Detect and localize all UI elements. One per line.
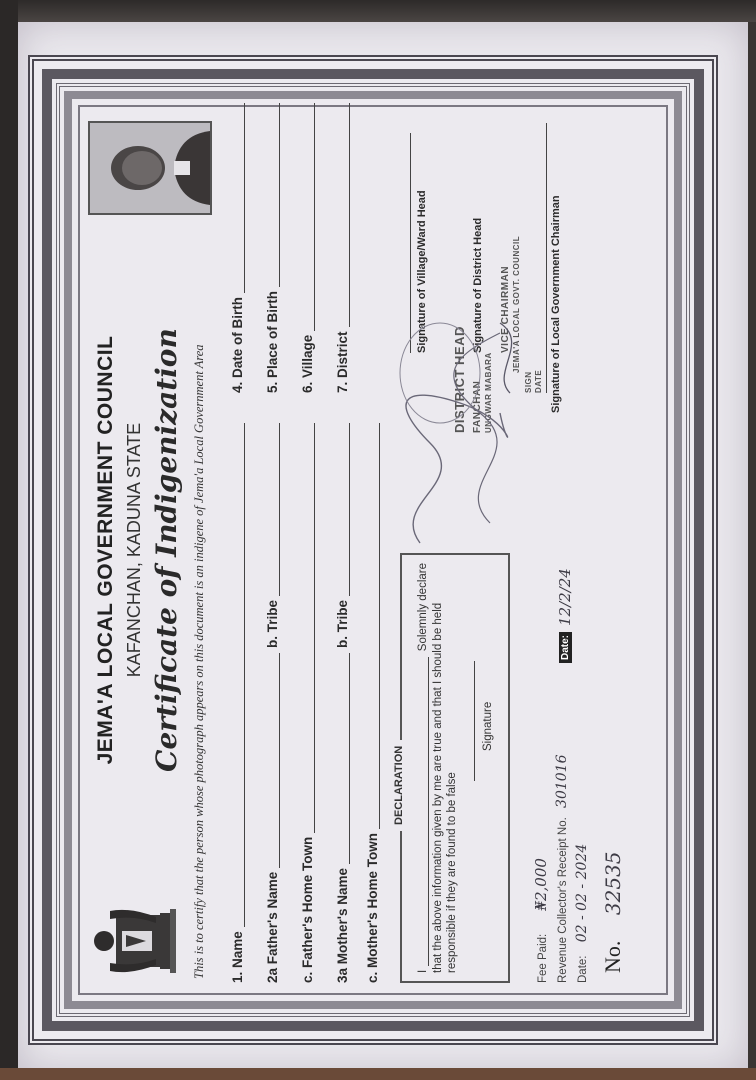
place-of-birth-label: 5. Place of Birth [265,290,280,393]
father-home-town-field [300,423,315,983]
father-home-town-label: c. Father's Home Town [300,836,315,983]
date-label: Date: [577,955,589,983]
stamp-vice-chairman: VICE CHAIRMAN [500,265,511,353]
stamp-sign: SIGN [524,371,533,393]
village-head-signature-label: Signature of Village/Ward Head [416,190,428,353]
stamp-unguwar: UNGWAR MABARA [484,352,493,433]
fee-paid [532,858,550,983]
certificate-title: Certificate of Indigenization [150,328,183,772]
receipt-no [554,755,570,984]
father-tribe-field [265,423,280,648]
serial-number [600,851,626,973]
council-location: KAFANCHAN, KADUNA STATE [124,422,144,678]
mother-tribe-field [335,423,350,648]
declaration-heading: DECLARATION [393,740,405,831]
mother-home-town-label: c. Mother's Home Town [365,833,380,983]
serial-label: No. [600,940,625,973]
receipt-label: Revenue Collector's Receipt No. [557,817,569,983]
date-badge: Date: [559,632,572,663]
mother-home-town-field [365,423,380,983]
mother-name-label: 3a Mother's Name [335,867,350,983]
serial-value: 32535 [601,851,625,916]
stamp-date: DATE [534,369,543,393]
date-badge-value: 12/2/24 [556,568,574,626]
receipt-value: 301016 [554,754,570,808]
certificate [28,55,718,1045]
village-field [300,103,315,393]
name-label: 1. Name [230,931,245,983]
mother-name-field [335,653,350,983]
fee-paid-value: ₦2,000 [532,858,550,911]
certify-statement: This is to certify that the person whose photograph appears on this document is an indigene of Jema'a Local Government Area [192,344,206,979]
date-line [574,844,590,983]
place-of-birth-field [265,103,280,393]
declaration-i: I [417,969,429,973]
lg-chairman-signature-label: Signature of Local Government Chairman [550,195,562,413]
village-label: 6. Village [300,334,315,393]
declaration-box [393,553,510,983]
signature-scribbles [380,303,560,563]
fee-paid-label: Fee Paid: [537,933,549,983]
dob-field [230,103,245,393]
date-stamp [556,568,574,663]
declaration-body: that the above information given by me are true and that I should be held responsible if they are found to be false [432,602,459,973]
background-left [0,0,18,1080]
stamp-district-head: DISTRICT HEAD [452,326,467,433]
father-tribe-label: b. Tribe [265,599,280,648]
declaration-solemn: Solemnly declare [417,563,429,652]
dob-label: 4. Date of Birth [230,296,245,393]
background-top [0,0,756,22]
district-label: 7. District [335,331,350,393]
certificate-body [78,105,668,995]
name-field [230,423,245,983]
mother-tribe-label: b. Tribe [335,599,350,648]
district-field [335,103,350,393]
date-value: 02 - 02 - 2024 [574,843,590,943]
father-name-label: 2a Father's Name [265,871,280,983]
father-name-field [265,653,280,983]
council-name: JEMA'A LOCAL GOVERNMENT COUNCIL [94,335,117,765]
background-bottom [0,1068,756,1080]
stamp-fanchan: FANCHAN [472,380,483,433]
declaration-signature-label: Signature [482,701,494,751]
district-head-signature-label: Signature of District Head [472,217,484,353]
stamp-council: JEMA'A LOCAL GOVT. COUNCIL [512,235,521,373]
